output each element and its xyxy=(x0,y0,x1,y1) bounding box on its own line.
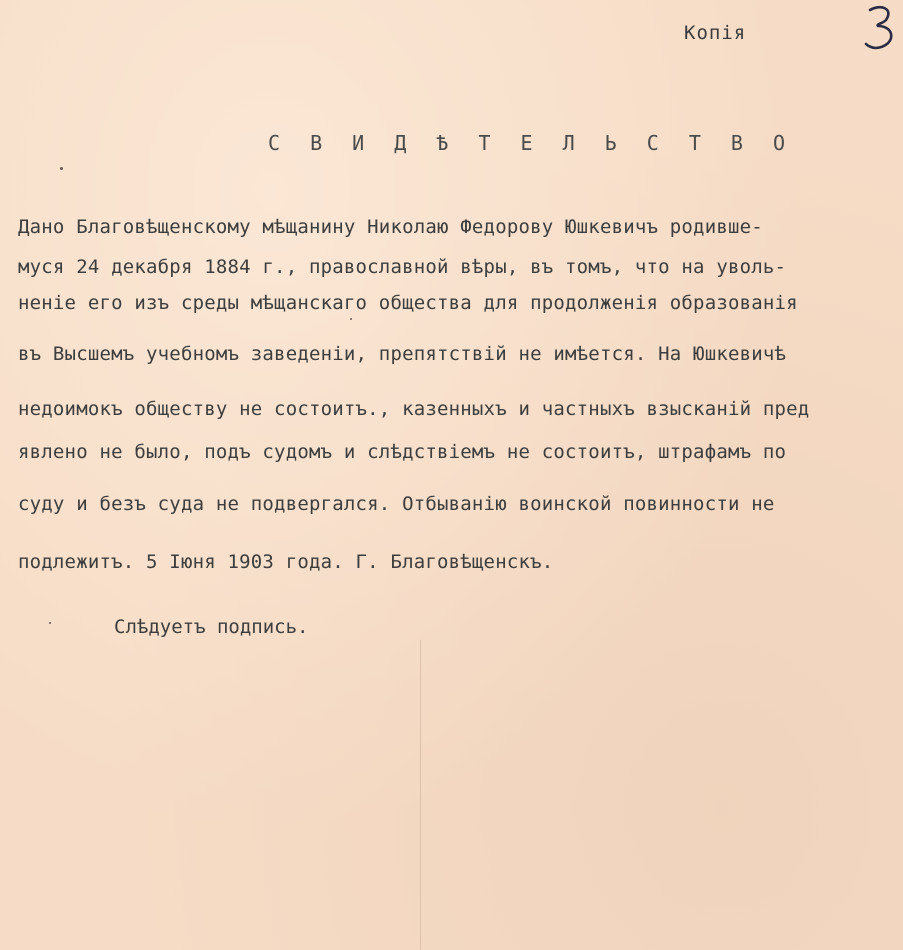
signature-note: Слѣдуетъ подпись. xyxy=(114,616,309,638)
ink-speck xyxy=(49,622,51,624)
body-line-2: муся 24 декабря 1884 г., православной вѣры, въ томъ, что на уволь- xyxy=(18,256,787,278)
body-line-3: неніе его изъ среды мѣщанскаго общества для продолженія образованія xyxy=(18,292,798,314)
handwritten-page-number xyxy=(862,2,902,52)
body-line-6: явлено не было, подъ судомъ и слѣдствіемъ не состоитъ, штрафамъ по xyxy=(18,441,787,463)
copy-label: Копія xyxy=(684,22,747,44)
ink-speck xyxy=(350,318,352,320)
ink-speck xyxy=(60,167,63,170)
body-line-7: суду и безъ суда не подвергался. Отбыванію воинской повинности не xyxy=(18,493,775,515)
body-line-4: въ Высшемъ учебномъ заведеніи, препятствій не имѣется. На Юшкевичѣ xyxy=(18,343,787,365)
body-line-8: подлежитъ. 5 Іюня 1903 года. Г. Благовѣщенскъ. xyxy=(18,551,554,573)
paper-fold xyxy=(420,640,421,950)
document-title: С В И Д Ѣ Т Е Л Ь С Т В О xyxy=(268,131,795,155)
body-line-5: недоимокъ обществу не состоитъ., казенныхъ и частныхъ взысканій пред xyxy=(18,398,810,420)
body-line-1: Дано Благовѣщенскому мѣщанину Николаю Федорову Юшкевичъ родивше- xyxy=(18,216,763,238)
